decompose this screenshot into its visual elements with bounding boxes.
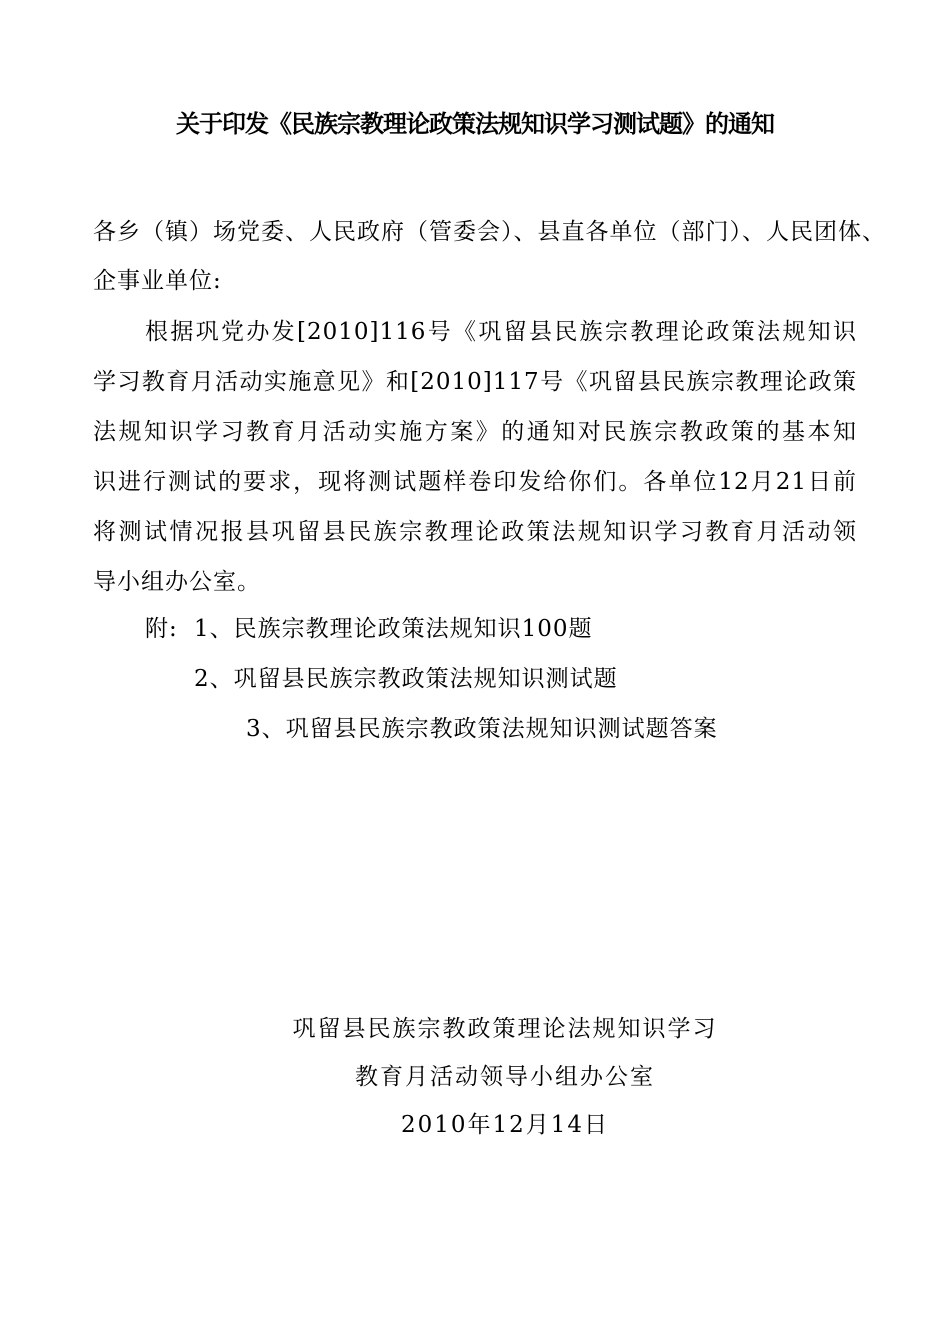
addressee-line-1: 各乡（镇）场党委、人民政府（管委会）、县直各单位（部门）、人民团体、 xyxy=(93,219,886,245)
body-line-3: 法规知识学习教育月活动实施方案》的通知对民族宗教政策的基本知 xyxy=(93,419,857,445)
signature-org-line-1: 巩留县民族宗教政策理论法规知识学习 xyxy=(292,1016,718,1042)
body-line-2: 学习教育月活动实施意见》和[2010]117号《巩留县民族宗教理论政策 xyxy=(93,369,857,395)
attachment-item-3: 3、巩留县民族宗教政策法规知识测试题答案 xyxy=(246,716,718,742)
attachment-prefix: 附: xyxy=(145,616,178,642)
signature-date: 2010年12月14日 xyxy=(400,1112,610,1138)
addressee-line-2: 企事业单位: xyxy=(93,268,222,294)
body-line-5: 将测试情况报县巩留县民族宗教理论政策法规知识学习教育月活动领 xyxy=(93,519,857,545)
document-title: 关于印发《民族宗教理论政策法规知识学习测试题》的通知 xyxy=(176,110,774,138)
signature-org-line-2: 教育月活动领导小组办公室 xyxy=(355,1064,655,1090)
body-line-1: 根据巩党办发[2010]116号《巩留县民族宗教理论政策法规知识 xyxy=(145,319,857,345)
attachment-item-1: 1、民族宗教理论政策法规知识100题 xyxy=(194,616,593,642)
body-line-6: 导小组办公室。 xyxy=(93,569,261,595)
body-line-4: 识进行测试的要求，现将测试题样卷印发给你们。各单位12月21日前 xyxy=(93,469,857,495)
attachment-item-2: 2、巩留县民族宗教政策法规知识测试题 xyxy=(194,666,618,692)
